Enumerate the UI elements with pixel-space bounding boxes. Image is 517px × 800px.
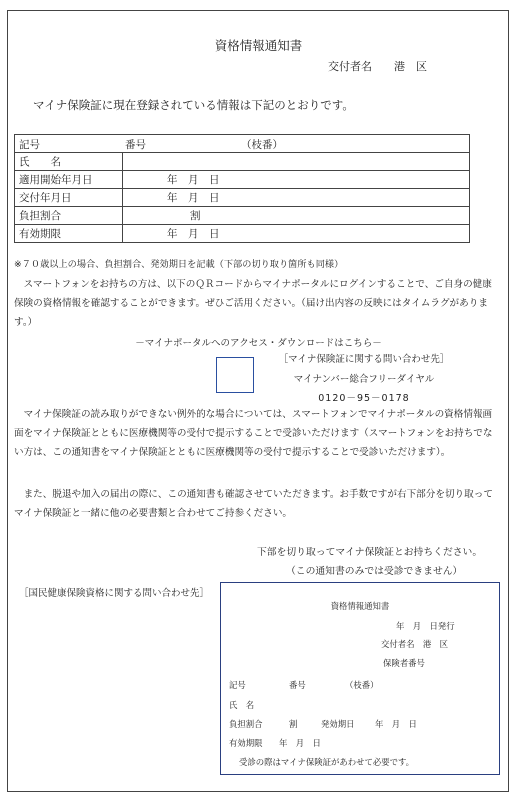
smartphone-paragraph: スマートフォンをお持ちの方は、以下のＱＲコードからマイナポータルにログインすることで、ご自身の健康保険の資格情報を確認することができます。ぜひご活用ください。（届け出内容の反映にはタイムラグがあります。） [14,279,492,328]
issuer [328,58,427,74]
issuer-name: 港 区 [394,60,427,73]
qr-code-placeholder[interactable] [216,357,254,393]
table-row [15,207,470,225]
row-value: 割 [123,207,470,225]
row-label: 負担割合 [15,207,123,225]
card-expiry-label: 有効期限 [229,738,263,748]
card-issuer: 交付者名 港 区 [381,639,448,649]
card-kigo: 記号 [229,680,246,690]
document-title: 資格情報通知書 [214,38,303,53]
card-expiry-date: 年 月 日 [279,738,321,748]
row-label: 氏 名 [15,153,123,171]
row-value: 年 月 日 [123,225,470,243]
cutout-card [220,582,500,775]
card-footer-note: 受診の際はマイナ保険証があわせて必要です。 [239,757,415,767]
table-row [15,225,470,243]
row-label: 交付年月日 [15,189,123,207]
qualification-table [14,134,470,243]
cut-instruction: 下部を切り取ってマイナ保険証とお持ちください。 [257,547,483,558]
contact-phone: 0120－95－0178 [318,393,410,404]
row-value: 年 月 日 [123,189,470,207]
row-label: 有効期限 [15,225,123,243]
age-note: ※７０歳以上の場合、負担割合、発効期日を記載（下部の切り取り箇所も同様） [14,259,344,270]
table-row [15,135,470,153]
card-effective-date: 年 月 日 [375,719,417,729]
myna-portal-access-label: －マイナポータルへのアクセス・ダウンロードはこちら－ [135,338,382,349]
bango-label: 番号 [125,139,146,151]
row-value [123,153,470,171]
card-name: 氏 名 [229,700,255,710]
kigo-label: 記号 [19,139,40,151]
issuer-label: 交付者名 [328,60,372,73]
row-label: 適用開始年月日 [15,171,123,189]
card-bango: 番号 [289,680,306,690]
nhi-contact-heading: ［国民健康保険資格に関する問い合わせ先］ [19,588,210,599]
card-insurer-number: 保険者番号 [383,658,425,668]
exception-paragraph: マイナ保険証の読み取りができない例外的な場合については、スマートフォンでマイナポータルの資格情報画面をマイナ保険証とともに医療機関等の受付で提示することで受診いただけます（スマートフォンをお持ちでない方は、この通知書をマイナ保険証とともに医療機関等の受付で提示することで受診いただけます）。 [14,409,493,458]
table-row [15,153,470,171]
contact-line: マイナンバー総合フリーダイヤル [293,374,435,385]
card-edaban: （枝番） [345,680,379,690]
number-cell [15,135,470,153]
card-burden-wari: 割 [289,719,298,729]
card-title: 資格情報通知書 [330,601,390,611]
table-row [15,171,470,189]
card-issue-date: 年 月 日発行 [396,621,455,631]
card-effective-label: 発効期日 [321,719,355,729]
cutout-paragraph: また、脱退や加入の届出の際に、この通知書も確認させていただきます。お手数ですが右下部分を切り取ってマイナ保険証と一緒に他の必要書類と合わせてご持参ください。 [14,489,493,519]
lead-text: マイナ保険証に現在登録されている情報は下記のとおりです。 [33,98,354,112]
edaban-label: （枝番） [241,139,283,151]
table-row [15,189,470,207]
contact-heading: ［マイナ保険証に関する問い合わせ先］ [278,354,450,365]
card-burden-label: 負担割合 [229,719,263,729]
cut-notice: （この通知書のみでは受診できません） [286,566,463,577]
row-value: 年 月 日 [123,171,470,189]
